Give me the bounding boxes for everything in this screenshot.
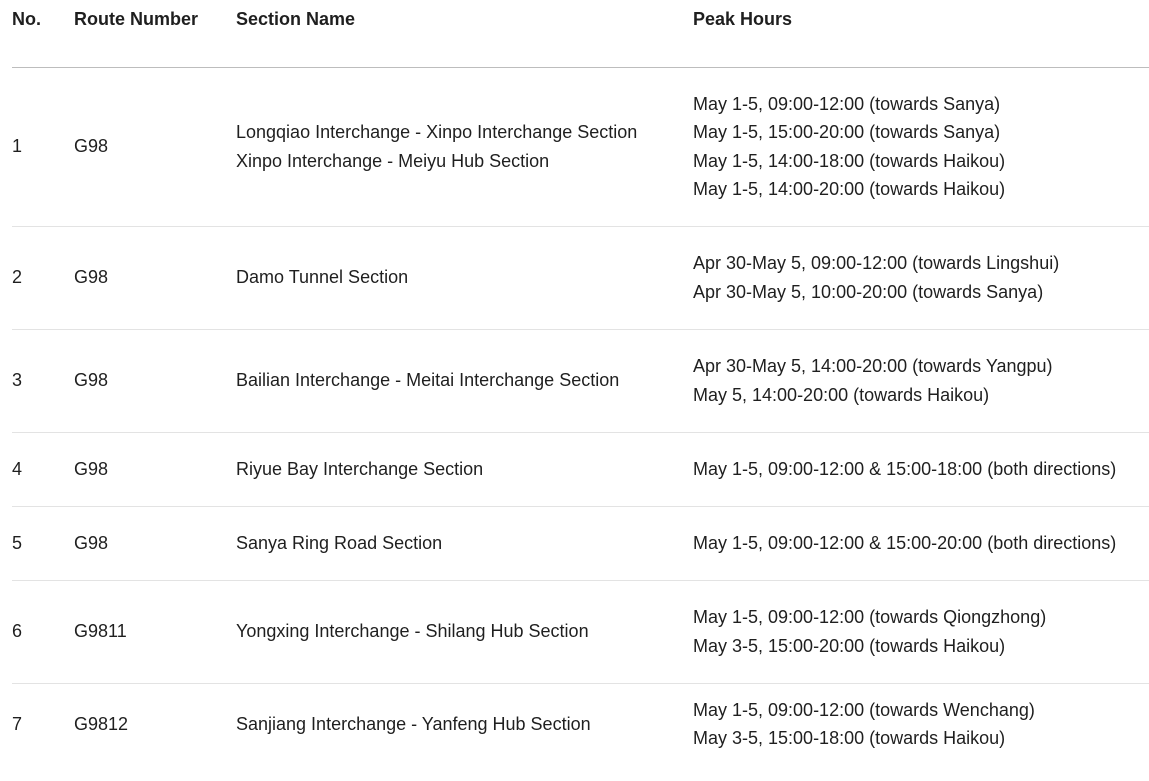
peak-line: May 1-5, 09:00-12:00 (towards Sanya): [693, 93, 1001, 114]
cell-route-number: G9811: [74, 580, 236, 683]
cell-no: 2: [12, 226, 74, 329]
cell-no: 1: [12, 67, 74, 226]
table-row: [12, 506, 1149, 580]
cell-peak-hours: [693, 67, 1149, 226]
peak-line: May 1-5, 09:00-12:00 (towards Wenchang): [693, 699, 1035, 720]
cell-section-name: [236, 226, 693, 329]
cell-section-name: [236, 329, 693, 432]
table-row: [12, 67, 1149, 226]
cell-no: 6: [12, 580, 74, 683]
peak-line: May 1-5, 09:00-12:00 & 15:00-20:00 (both directions): [693, 532, 1117, 553]
section-line: Bailian Interchange - Meitai Interchange Section: [236, 370, 620, 391]
peak-line: Apr 30-May 5, 10:00-20:00 (towards Sanya): [693, 281, 1044, 302]
cell-route-number: G98: [74, 329, 236, 432]
section-line: Yongxing Interchange - Shilang Hub Section: [236, 621, 589, 642]
cell-route-number: G98: [74, 226, 236, 329]
peak-hours-table: [12, 0, 1149, 765]
table-row: [12, 226, 1149, 329]
cell-section-name: [236, 683, 693, 765]
cell-peak-hours: [693, 506, 1149, 580]
peak-line: May 1-5, 14:00-20:00 (towards Haikou): [693, 179, 1006, 199]
peak-line: Apr 30-May 5, 09:00-12:00 (towards Lingshui): [693, 253, 1060, 273]
peak-line: May 3-5, 15:00-20:00 (towards Haikou): [693, 635, 1006, 656]
section-line: Sanya Ring Road Section: [236, 532, 443, 553]
table-header-row: [12, 0, 1149, 67]
section-line: Sanjiang Interchange - Yanfeng Hub Section: [236, 714, 591, 734]
cell-peak-hours: [693, 432, 1149, 506]
section-line: Riyue Bay Interchange Section: [236, 458, 484, 479]
column-header-peak-hours: Peak Hours: [693, 0, 1149, 67]
section-line: Damo Tunnel Section: [236, 267, 409, 288]
cell-no: 7: [12, 714, 23, 734]
cell-route-number: G98: [74, 432, 236, 506]
table-row: [12, 432, 1149, 506]
column-header-route-number: Route Number: [74, 0, 236, 67]
peak-line: May 1-5, 09:00-12:00 & 15:00-18:00 (both directions): [693, 458, 1117, 479]
peak-line: May 1-5, 09:00-12:00 (towards Qiongzhong): [693, 607, 1047, 627]
peak-line: May 5, 14:00-20:00 (towards Haikou): [693, 384, 990, 405]
cell-no: 5: [12, 506, 74, 580]
section-line: Xinpo Interchange - Meiyu Hub Section: [236, 150, 550, 171]
cell-peak-hours: [693, 329, 1149, 432]
cell-peak-hours: [693, 226, 1149, 329]
column-header-no: No.: [12, 0, 74, 67]
cell-no: 4: [12, 432, 74, 506]
section-line: Longqiao Interchange - Xinpo Interchange Section: [236, 122, 638, 142]
cell-route-number: G9812: [74, 714, 129, 734]
peak-line: May 3-5, 15:00-18:00 (towards Haikou): [693, 728, 1006, 749]
table-row: [12, 683, 1149, 765]
cell-section-name: [236, 580, 693, 683]
cell-no: 3: [12, 329, 74, 432]
cell-route-number: G98: [74, 506, 236, 580]
peak-line: May 1-5, 15:00-20:00 (towards Sanya): [693, 122, 1001, 142]
peak-line: May 1-5, 14:00-18:00 (towards Haikou): [693, 150, 1006, 171]
cell-section-name: [236, 67, 693, 226]
cell-peak-hours: [693, 683, 1149, 765]
cell-section-name: [236, 432, 693, 506]
cell-section-name: [236, 506, 693, 580]
table-row: [12, 580, 1149, 683]
column-header-section-name: Section Name: [236, 0, 693, 67]
cell-peak-hours: [693, 580, 1149, 683]
peak-line: Apr 30-May 5, 14:00-20:00 (towards Yangpu): [693, 356, 1053, 376]
cell-route-number: G98: [74, 67, 236, 226]
table-row: [12, 329, 1149, 432]
